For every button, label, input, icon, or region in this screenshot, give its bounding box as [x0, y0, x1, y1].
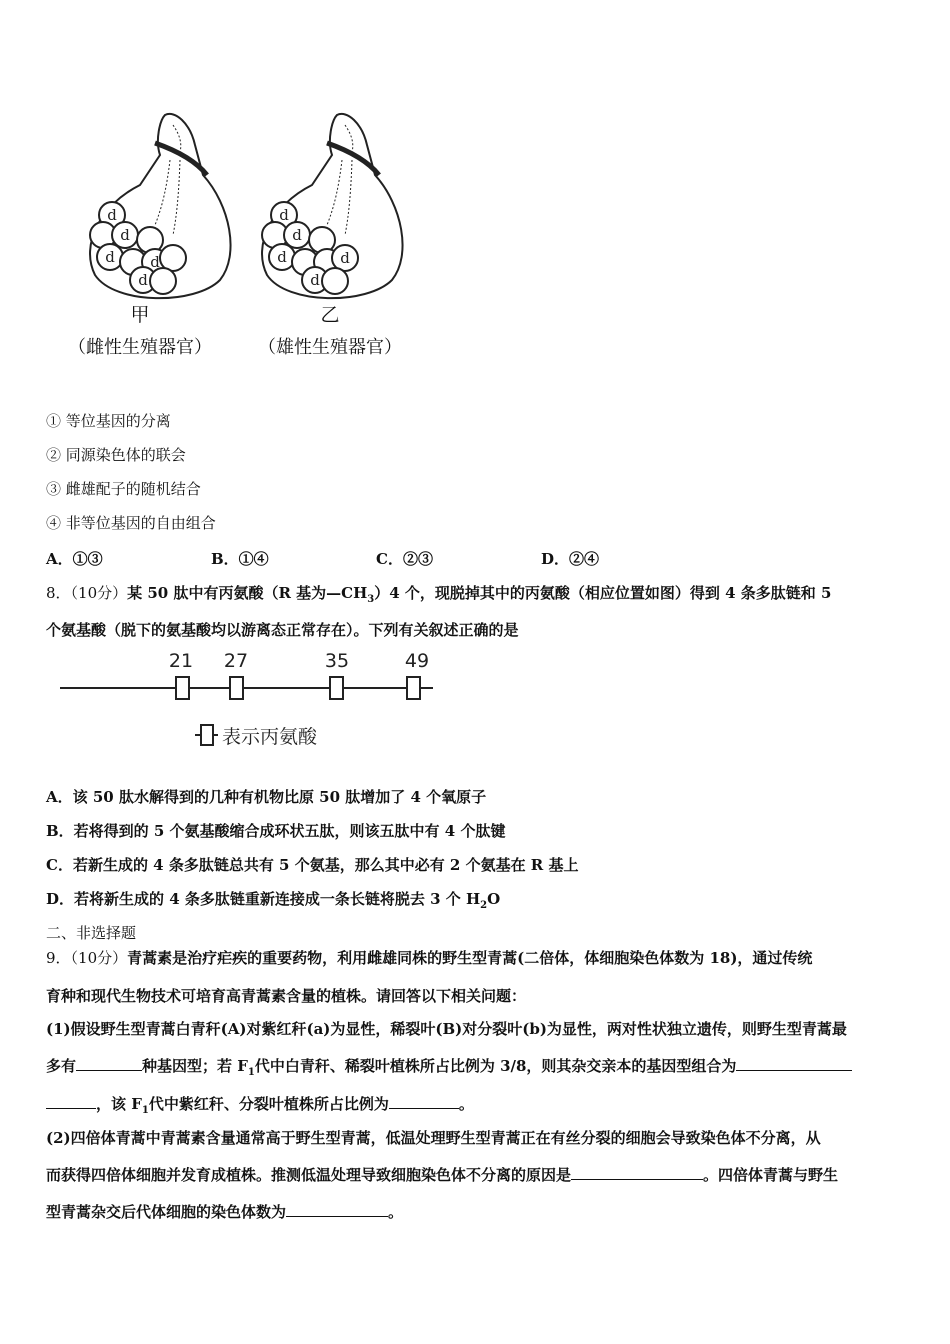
answer-blank-2-cont[interactable] — [46, 1093, 96, 1109]
q9-part1-line3 — [46, 1093, 474, 1116]
ball-letter: d — [150, 253, 160, 271]
q9-part1-line2 — [46, 1055, 852, 1078]
position-label: 49 — [404, 650, 430, 672]
q8-stem-line2: 个氨基酸（脱下的氨基酸均以游离态正常存在）。下列有关叙述正确的是 — [46, 621, 519, 639]
q9-part1-sub: 1 — [247, 1067, 255, 1078]
q7-item-2: ② 同源染色体的联会 — [46, 446, 186, 464]
q9-part2-text: 。四倍体青蒿与野生 — [703, 1166, 839, 1184]
answer-blank-5[interactable] — [286, 1201, 388, 1217]
q7-item-3: ③ 雌雄配子的随机结合 — [46, 480, 201, 498]
q8-option-d-sub: 2 — [480, 900, 488, 911]
q8-option-b[interactable]: B．若将得到的 5 个氨基酸缩合成环状五肽，则该五肽中有 4 个肽键 — [46, 822, 506, 840]
ball-letter: d — [107, 206, 117, 224]
q9-part2-text: 而获得四倍体细胞并发育成植株。推测低温处理导致细胞染色体不分离的原因是 — [46, 1166, 572, 1184]
gamete-ball — [322, 268, 348, 294]
position-label: 35 — [324, 650, 350, 672]
ball-letter: d — [279, 206, 289, 224]
position-label: 21 — [168, 650, 194, 672]
gamete-ball — [150, 268, 176, 294]
ball-letter: d — [120, 226, 130, 244]
answer-blank-3[interactable] — [389, 1093, 459, 1109]
q9-number: 9．（10分） — [46, 949, 128, 967]
answer-blank-2[interactable] — [736, 1055, 852, 1071]
ball-letter: d — [292, 226, 302, 244]
q7-option-b[interactable]: B．①④ — [211, 550, 269, 568]
alanine-marker — [407, 677, 420, 699]
bag-right-caption: （雄性生殖器官） — [258, 337, 402, 358]
q8-stem-line1 — [46, 582, 831, 605]
q9-part1-text: 多有 — [46, 1057, 77, 1075]
q9-part1-text: 代中紫红秆、分裂叶植株所占比例为 — [148, 1095, 389, 1113]
ball-letter: d — [340, 249, 350, 267]
q8-option-a[interactable]: A．该 50 肽水解得到的几种有机物比原 50 肽增加了 4 个氧原子 — [46, 788, 487, 806]
q7-option-a[interactable]: A．①③ — [46, 550, 103, 568]
answer-blank-1[interactable] — [76, 1055, 142, 1071]
q9-part1-sub: 1 — [141, 1105, 149, 1116]
q7-item-4: ④ 非等位基因的自由组合 — [46, 514, 216, 532]
q7-item-1: ① 等位基因的分离 — [46, 412, 171, 430]
q8-option-d-text: D．若将新生成的 4 条多肽链重新连接成一条长链将脱去 3 个 H — [46, 890, 481, 908]
section-title: 二、非选择题 — [46, 924, 137, 942]
q8-number: 8．（10分） — [46, 584, 128, 602]
q9-part1-text: 种基因型；若 F — [142, 1057, 248, 1075]
q9-part2-text: 型青蒿杂交后代体细胞的染色体数为 — [46, 1203, 287, 1221]
bag-right-name: 乙 — [320, 304, 340, 326]
ball-letter: d — [105, 248, 115, 266]
q7-option-c[interactable]: C．②③ — [376, 550, 433, 568]
bag-left-name: 甲 — [130, 304, 150, 326]
q8-option-d[interactable] — [46, 888, 500, 911]
q9-stem-line1 — [46, 947, 812, 968]
q7-option-d[interactable]: D．②④ — [541, 550, 600, 568]
q9-part1-text: 。 — [458, 1095, 474, 1113]
ball-letter: d — [277, 248, 287, 266]
peptide-figure — [55, 645, 445, 755]
ball-letter: d — [138, 271, 148, 289]
alanine-marker — [230, 677, 243, 699]
q9-part1-text: ，该 F — [96, 1095, 142, 1113]
q9-stem-text: 青蒿素是治疗疟疾的重要药物，利用雌雄同株的野生型青蒿(二倍体，体细胞染色体数为 18)，通过传统 — [127, 949, 813, 967]
legend-marker — [201, 725, 213, 745]
q8-option-d-text: O — [487, 890, 501, 908]
q8-option-c[interactable]: C．若新生成的 4 条多肽链总共有 5 个氨基，那么其中必有 2 个氨基在 R 基上 — [46, 856, 579, 874]
q9-part1-text: 代中白青秆、稀裂叶植株所占比例为 3/8，则其杂交亲本的基因型组合为 — [254, 1057, 737, 1075]
alanine-marker — [176, 677, 189, 699]
q9-part2-line3 — [46, 1201, 403, 1222]
q8-stem-text: ）4 个，现脱掉其中的丙氨酸（相应位置如图）得到 4 条多肽链和 5 — [374, 584, 832, 602]
q9-part2-line2 — [46, 1164, 838, 1185]
q9-part2-line1: (2)四倍体青蒿中青蒿素含量通常高于野生型青蒿，低温处理野生型青蒿正在有丝分裂的细胞会导致染色体不分离，从 — [46, 1129, 821, 1147]
q9-stem-line2: 育种和现代生物技术可培育高青蒿素含量的植株。请回答以下相关问题： — [46, 987, 527, 1005]
q9-part2-text: 。 — [388, 1203, 404, 1221]
alanine-marker — [330, 677, 343, 699]
q8-stem-sub: 3 — [367, 594, 375, 605]
ball-letter: d — [310, 271, 320, 289]
bag-left-caption: （雌性生殖器官） — [68, 337, 212, 358]
q8-stem-text: 某 50 肽中有丙氨酸（R 基为—CH — [127, 584, 368, 602]
legend-label: 表示丙氨酸 — [222, 726, 318, 748]
position-label: 27 — [223, 650, 249, 672]
q9-part1-line1: (1)假设野生型青蒿白青秆(A)对紫红秆(a)为显性，稀裂叶(B)对分裂叶(b)为显性，两对性状独立遗传，则野生型青蒿最 — [46, 1020, 847, 1038]
answer-blank-4[interactable] — [571, 1164, 703, 1180]
